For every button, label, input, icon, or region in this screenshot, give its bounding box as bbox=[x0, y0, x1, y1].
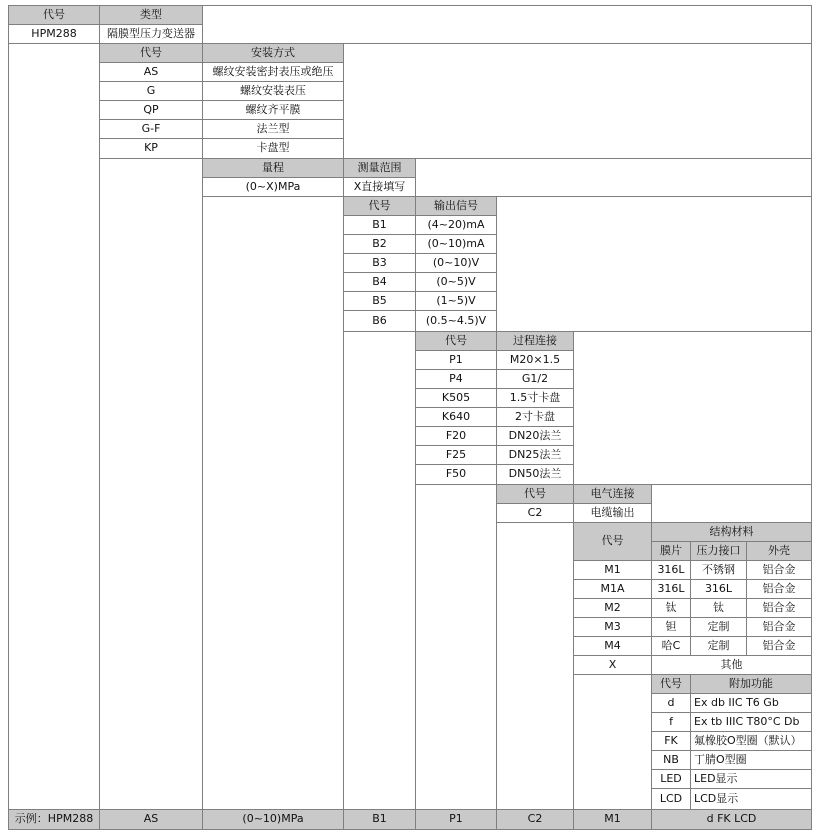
port-material: 316L bbox=[690, 579, 747, 599]
extra-code: LED bbox=[651, 769, 691, 789]
blank-area bbox=[202, 5, 812, 44]
install-code: G-F bbox=[99, 119, 203, 139]
output-signal: (4~20)mA bbox=[415, 215, 497, 235]
example-electric: C2 bbox=[496, 809, 574, 830]
material-code: X bbox=[573, 655, 652, 675]
electric-connection: 电缆输出 bbox=[573, 503, 652, 523]
material-code: M1 bbox=[573, 560, 652, 580]
process-code: F20 bbox=[415, 426, 497, 446]
port-material: 不锈钢 bbox=[690, 560, 747, 580]
output-signal: (1~5)V bbox=[415, 291, 497, 311]
housing-material: 铝合金 bbox=[746, 636, 812, 656]
install-code: KP bbox=[99, 138, 203, 159]
install-method: 螺纹安装密封表压或绝压 bbox=[202, 62, 344, 82]
electric-code-header: 代号 bbox=[496, 484, 574, 504]
extra-function: LCD显示 bbox=[690, 788, 812, 810]
measure-range-value: X直接填写 bbox=[343, 177, 416, 197]
output-signal: (0.5~4.5)V bbox=[415, 310, 497, 332]
blank-area bbox=[415, 158, 812, 197]
output-code: B2 bbox=[343, 234, 416, 254]
process-connection: M20×1.5 bbox=[496, 350, 574, 370]
model-type-header: 类型 bbox=[99, 5, 203, 25]
extra-function: Ex tb IIIC T80°C Db bbox=[690, 712, 812, 732]
blank-column bbox=[415, 484, 497, 810]
diaphragm-material: 钛 bbox=[651, 598, 691, 618]
model-code-header: 代号 bbox=[8, 5, 100, 25]
model-code: HPM288 bbox=[8, 24, 100, 44]
process-connection: 1.5寸卡盘 bbox=[496, 388, 574, 408]
install-method: 卡盘型 bbox=[202, 138, 344, 159]
material-code-header: 代号 bbox=[573, 522, 652, 561]
range-value: (0~X)MPa bbox=[202, 177, 344, 197]
output-code: B1 bbox=[343, 215, 416, 235]
extra-code: f bbox=[651, 712, 691, 732]
model-type: 隔膜型压力变送器 bbox=[99, 24, 203, 44]
extra-function: 氟橡胶O型圈（默认） bbox=[690, 731, 812, 751]
housing-header: 外壳 bbox=[746, 541, 812, 561]
process-code: P4 bbox=[415, 369, 497, 389]
extra-function: 丁腈O型圈 bbox=[690, 750, 812, 770]
blank-area bbox=[573, 331, 812, 485]
process-code: K640 bbox=[415, 407, 497, 427]
install-code: AS bbox=[99, 62, 203, 82]
example-label: 示例：HPM288 bbox=[8, 809, 100, 830]
example-process: P1 bbox=[415, 809, 497, 830]
process-connection-header: 过程连接 bbox=[496, 331, 574, 351]
material-header: 结构材料 bbox=[651, 522, 812, 542]
output-code: B6 bbox=[343, 310, 416, 332]
pressure-port-header: 压力接口 bbox=[690, 541, 747, 561]
electric-connection-header: 电气连接 bbox=[573, 484, 652, 504]
blank-column bbox=[573, 674, 652, 810]
extra-function-header: 附加功能 bbox=[690, 674, 812, 694]
install-method: 法兰型 bbox=[202, 119, 344, 139]
port-material: 定制 bbox=[690, 617, 747, 637]
diaphragm-material: 316L bbox=[651, 560, 691, 580]
blank-area bbox=[343, 43, 812, 159]
process-connection: DN25法兰 bbox=[496, 445, 574, 465]
blank-column bbox=[8, 43, 100, 810]
process-code: F50 bbox=[415, 464, 497, 485]
diaphragm-material: 316L bbox=[651, 579, 691, 599]
output-signal: (0~10)V bbox=[415, 253, 497, 273]
port-material: 钛 bbox=[690, 598, 747, 618]
output-code: B4 bbox=[343, 272, 416, 292]
material-other: 其他 bbox=[651, 655, 812, 675]
install-method: 螺纹齐平膜 bbox=[202, 100, 344, 120]
electric-code: C2 bbox=[496, 503, 574, 523]
output-signal: (0~5)V bbox=[415, 272, 497, 292]
extra-function: LED显示 bbox=[690, 769, 812, 789]
blank-area bbox=[496, 196, 812, 332]
extra-code: FK bbox=[651, 731, 691, 751]
port-material: 定制 bbox=[690, 636, 747, 656]
material-code: M4 bbox=[573, 636, 652, 656]
example-material: M1 bbox=[573, 809, 652, 830]
process-connection: DN20法兰 bbox=[496, 426, 574, 446]
range-header: 量程 bbox=[202, 158, 344, 178]
blank-column bbox=[496, 522, 574, 810]
blank-area bbox=[651, 484, 812, 523]
install-code: G bbox=[99, 81, 203, 101]
output-code: B5 bbox=[343, 291, 416, 311]
example-install: AS bbox=[99, 809, 203, 830]
housing-material: 铝合金 bbox=[746, 617, 812, 637]
extra-code: d bbox=[651, 693, 691, 713]
process-connection: DN50法兰 bbox=[496, 464, 574, 485]
housing-material: 铝合金 bbox=[746, 598, 812, 618]
blank-column bbox=[99, 158, 203, 810]
process-connection: G1/2 bbox=[496, 369, 574, 389]
measure-range-header: 测量范围 bbox=[343, 158, 416, 178]
extra-code: LCD bbox=[651, 788, 691, 810]
output-code-header: 代号 bbox=[343, 196, 416, 216]
process-code-header: 代号 bbox=[415, 331, 497, 351]
example-range: (0~10)MPa bbox=[202, 809, 344, 830]
diaphragm-header: 膜片 bbox=[651, 541, 691, 561]
blank-column bbox=[343, 331, 416, 810]
install-method: 螺纹安装表压 bbox=[202, 81, 344, 101]
diaphragm-material: 哈C bbox=[651, 636, 691, 656]
output-code: B3 bbox=[343, 253, 416, 273]
extra-function: Ex db IIC T6 Gb bbox=[690, 693, 812, 713]
extra-code-header: 代号 bbox=[651, 674, 691, 694]
install-code: QP bbox=[99, 100, 203, 120]
example-extra: d FK LCD bbox=[651, 809, 812, 830]
diaphragm-material: 钽 bbox=[651, 617, 691, 637]
install-method-header: 安装方式 bbox=[202, 43, 344, 63]
housing-material: 铝合金 bbox=[746, 560, 812, 580]
process-connection: 2寸卡盘 bbox=[496, 407, 574, 427]
material-code: M1A bbox=[573, 579, 652, 599]
process-code: F25 bbox=[415, 445, 497, 465]
example-output: B1 bbox=[343, 809, 416, 830]
output-signal-header: 输出信号 bbox=[415, 196, 497, 216]
material-code: M3 bbox=[573, 617, 652, 637]
housing-material: 铝合金 bbox=[746, 579, 812, 599]
process-code: P1 bbox=[415, 350, 497, 370]
extra-code: NB bbox=[651, 750, 691, 770]
output-signal: (0~10)mA bbox=[415, 234, 497, 254]
install-code-header: 代号 bbox=[99, 43, 203, 63]
blank-column bbox=[202, 196, 344, 810]
material-code: M2 bbox=[573, 598, 652, 618]
process-code: K505 bbox=[415, 388, 497, 408]
